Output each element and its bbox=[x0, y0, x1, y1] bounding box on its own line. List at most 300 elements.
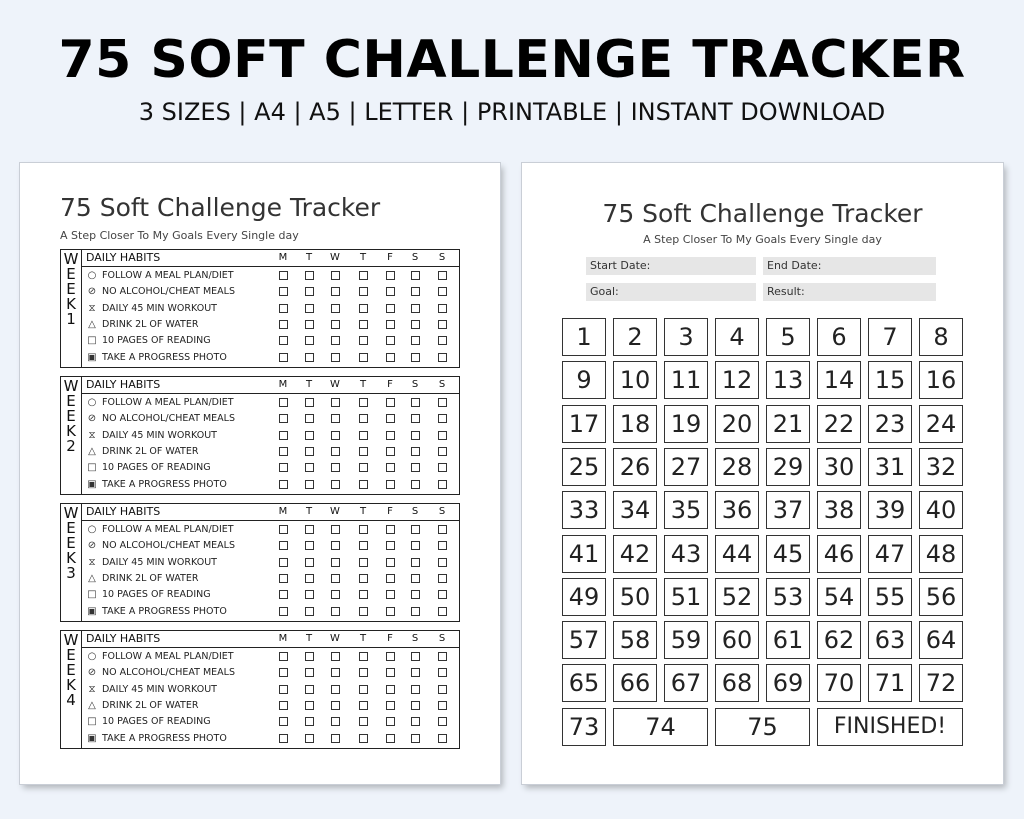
habit-row bbox=[82, 587, 459, 603]
week-label bbox=[61, 631, 82, 748]
habit-checkbox[interactable] bbox=[411, 574, 420, 583]
habit-checkbox[interactable] bbox=[438, 271, 447, 280]
apple-icon: ○ bbox=[87, 397, 97, 408]
habit-checkbox[interactable] bbox=[386, 431, 395, 440]
habit-label: FOLLOW A MEAL PLAN/DIET bbox=[102, 524, 234, 535]
day-cell[interactable]: 34 bbox=[613, 491, 657, 529]
habit-checkbox[interactable] bbox=[359, 525, 368, 534]
day-cell[interactable]: 43 bbox=[664, 535, 708, 573]
habit-checkbox[interactable] bbox=[438, 353, 447, 362]
day-cell[interactable]: 41 bbox=[562, 535, 606, 573]
habit-checkbox[interactable] bbox=[438, 320, 447, 329]
habit-checkbox[interactable] bbox=[438, 447, 447, 456]
day-cell[interactable]: 1 bbox=[562, 318, 606, 356]
habit-checkbox[interactable] bbox=[279, 717, 288, 726]
habit-checkbox[interactable] bbox=[386, 447, 395, 456]
habit-checkbox[interactable] bbox=[359, 590, 368, 599]
habit-checkbox[interactable] bbox=[438, 463, 447, 472]
day-cell[interactable]: 55 bbox=[868, 578, 912, 616]
day-header: W bbox=[330, 633, 340, 644]
habit-checkbox[interactable] bbox=[331, 320, 340, 329]
day-cell[interactable]: 63 bbox=[868, 621, 912, 659]
habit-checkbox[interactable] bbox=[411, 353, 420, 362]
habit-checkbox[interactable] bbox=[438, 652, 447, 661]
habit-checkbox[interactable] bbox=[359, 320, 368, 329]
habit-checkbox[interactable] bbox=[411, 607, 420, 616]
day-cell[interactable]: 32 bbox=[919, 448, 963, 486]
day-cell[interactable]: 53 bbox=[766, 578, 810, 616]
habit-checkbox[interactable] bbox=[331, 607, 340, 616]
habit-checkbox[interactable] bbox=[411, 734, 420, 743]
day-cell[interactable]: 16 bbox=[919, 361, 963, 399]
day-cell[interactable]: 29 bbox=[766, 448, 810, 486]
day-cell[interactable]: 15 bbox=[868, 361, 912, 399]
habit-checkbox[interactable] bbox=[305, 336, 314, 345]
habit-checkbox[interactable] bbox=[359, 607, 368, 616]
habit-checkbox[interactable] bbox=[305, 480, 314, 489]
habit-checkbox[interactable] bbox=[279, 463, 288, 472]
day-cell[interactable]: 49 bbox=[562, 578, 606, 616]
day-cell[interactable]: 56 bbox=[919, 578, 963, 616]
habit-checkbox[interactable] bbox=[331, 701, 340, 710]
day-cell[interactable]: 48 bbox=[919, 535, 963, 573]
day-header: S bbox=[438, 252, 446, 263]
habit-checkbox[interactable] bbox=[359, 558, 368, 567]
habit-checkbox[interactable] bbox=[359, 701, 368, 710]
apple-icon: ○ bbox=[87, 270, 97, 281]
habit-checkbox[interactable] bbox=[411, 320, 420, 329]
start-date-field[interactable]: Start Date: bbox=[586, 257, 756, 275]
habit-checkbox[interactable] bbox=[411, 525, 420, 534]
day-cell[interactable]: 40 bbox=[919, 491, 963, 529]
day-cell[interactable]: 20 bbox=[715, 405, 759, 443]
goal-field[interactable]: Goal: bbox=[586, 283, 756, 301]
day-cell[interactable]: 30 bbox=[817, 448, 861, 486]
habit-label: NO ALCOHOL/CHEAT MEALS bbox=[102, 540, 236, 552]
habit-checkbox[interactable] bbox=[305, 287, 314, 296]
habit-checkbox[interactable] bbox=[279, 668, 288, 677]
habit-checkbox[interactable] bbox=[331, 463, 340, 472]
habit-checkbox[interactable] bbox=[331, 590, 340, 599]
day-cell[interactable]: 10 bbox=[613, 361, 657, 399]
day-cell[interactable]: 59 bbox=[664, 621, 708, 659]
habit-checkbox[interactable] bbox=[359, 287, 368, 296]
habit-checkbox[interactable] bbox=[331, 287, 340, 296]
habit-checkbox[interactable] bbox=[331, 480, 340, 489]
day-cell[interactable]: 64 bbox=[919, 621, 963, 659]
day-cell[interactable]: 33 bbox=[562, 491, 606, 529]
habit-checkbox[interactable] bbox=[386, 652, 395, 661]
habit-checkbox[interactable] bbox=[305, 701, 314, 710]
habit-checkbox[interactable] bbox=[359, 414, 368, 423]
habit-checkbox[interactable] bbox=[359, 431, 368, 440]
habit-checkbox[interactable] bbox=[331, 652, 340, 661]
habit-row bbox=[82, 538, 459, 554]
habit-checkbox[interactable] bbox=[386, 463, 395, 472]
habit-checkbox[interactable] bbox=[359, 717, 368, 726]
habit-checkbox[interactable] bbox=[386, 607, 395, 616]
habit-checkbox[interactable] bbox=[305, 398, 314, 407]
habit-row bbox=[82, 604, 459, 620]
day-cell[interactable]: 22 bbox=[817, 405, 861, 443]
day-cell[interactable]: 14 bbox=[817, 361, 861, 399]
habit-checkbox[interactable] bbox=[386, 717, 395, 726]
habit-checkbox[interactable] bbox=[411, 447, 420, 456]
day-cell[interactable]: 69 bbox=[766, 664, 810, 702]
habit-checkbox[interactable] bbox=[359, 541, 368, 550]
day-cell[interactable]: 65 bbox=[562, 664, 606, 702]
day-cell[interactable]: 71 bbox=[868, 664, 912, 702]
week-label-letter: E bbox=[66, 646, 76, 664]
habit-row bbox=[82, 444, 459, 460]
habit-checkbox[interactable] bbox=[438, 558, 447, 567]
habit-checkbox[interactable] bbox=[411, 414, 420, 423]
habit-checkbox[interactable] bbox=[438, 685, 447, 694]
habit-checkbox[interactable] bbox=[359, 271, 368, 280]
habit-checkbox[interactable] bbox=[386, 668, 395, 677]
week-block bbox=[60, 503, 460, 622]
habit-checkbox[interactable] bbox=[305, 414, 314, 423]
habit-checkbox[interactable] bbox=[411, 652, 420, 661]
day-header: F bbox=[387, 633, 393, 644]
habit-label: FOLLOW A MEAL PLAN/DIET bbox=[102, 651, 234, 662]
day-header: T bbox=[305, 379, 313, 390]
habit-checkbox[interactable] bbox=[305, 320, 314, 329]
habit-checkbox[interactable] bbox=[279, 558, 288, 567]
habit-label: DAILY 45 MIN WORKOUT bbox=[102, 302, 217, 314]
day-cell[interactable]: 5 bbox=[766, 318, 810, 356]
week-label-letter: 4 bbox=[66, 691, 76, 709]
day-cell[interactable]: 39 bbox=[868, 491, 912, 529]
habit-checkbox[interactable] bbox=[411, 271, 420, 280]
habit-checkbox[interactable] bbox=[331, 353, 340, 362]
day-cell[interactable]: 68 bbox=[715, 664, 759, 702]
day-cell[interactable]: 57 bbox=[562, 621, 606, 659]
habit-checkbox[interactable] bbox=[386, 590, 395, 599]
day-cell[interactable]: 23 bbox=[868, 405, 912, 443]
habit-checkbox[interactable] bbox=[279, 287, 288, 296]
day-cell[interactable]: 27 bbox=[664, 448, 708, 486]
day-header: F bbox=[387, 252, 393, 263]
day-cell[interactable]: 75 bbox=[715, 708, 810, 746]
habit-checkbox[interactable] bbox=[438, 304, 447, 313]
habit-checkbox[interactable] bbox=[359, 574, 368, 583]
day-header: S bbox=[411, 506, 419, 517]
day-cell[interactable]: 17 bbox=[562, 405, 606, 443]
habit-checkbox[interactable] bbox=[359, 668, 368, 677]
habit-checkbox[interactable] bbox=[305, 353, 314, 362]
habit-checkbox[interactable] bbox=[305, 734, 314, 743]
camera-icon: ▣ bbox=[87, 605, 97, 617]
habit-checkbox[interactable] bbox=[305, 541, 314, 550]
day-cell[interactable]: 9 bbox=[562, 361, 606, 399]
habit-checkbox[interactable] bbox=[305, 652, 314, 661]
day-cell[interactable]: 50 bbox=[613, 578, 657, 616]
day-cell[interactable]: 60 bbox=[715, 621, 759, 659]
habit-checkbox[interactable] bbox=[331, 431, 340, 440]
day-cell[interactable]: 3 bbox=[664, 318, 708, 356]
habit-checkbox[interactable] bbox=[411, 480, 420, 489]
habit-checkbox[interactable] bbox=[386, 685, 395, 694]
day-header: T bbox=[359, 379, 367, 390]
week-label bbox=[61, 504, 82, 621]
habit-label: DAILY 45 MIN WORKOUT bbox=[102, 683, 217, 695]
habit-checkbox[interactable] bbox=[331, 685, 340, 694]
habit-checkbox[interactable] bbox=[305, 525, 314, 534]
habit-checkbox[interactable] bbox=[359, 685, 368, 694]
habit-checkbox[interactable] bbox=[438, 525, 447, 534]
day-cell[interactable]: 47 bbox=[868, 535, 912, 573]
day-cell[interactable]: 24 bbox=[919, 405, 963, 443]
habit-row bbox=[82, 350, 459, 366]
habit-checkbox[interactable] bbox=[386, 574, 395, 583]
day-cell[interactable]: 7 bbox=[868, 318, 912, 356]
day-cell[interactable]: 70 bbox=[817, 664, 861, 702]
habit-checkbox[interactable] bbox=[279, 590, 288, 599]
habit-checkbox[interactable] bbox=[386, 414, 395, 423]
day-cell[interactable]: 72 bbox=[919, 664, 963, 702]
habit-checkbox[interactable] bbox=[331, 541, 340, 550]
day-cell[interactable]: 46 bbox=[817, 535, 861, 573]
end-date-field[interactable]: End Date: bbox=[763, 257, 936, 275]
habit-checkbox[interactable] bbox=[359, 336, 368, 345]
day-cell[interactable]: 11 bbox=[664, 361, 708, 399]
habit-label: 10 PAGES OF READING bbox=[102, 716, 211, 728]
habit-checkbox[interactable] bbox=[279, 414, 288, 423]
habit-checkbox[interactable] bbox=[438, 480, 447, 489]
habit-checkbox[interactable] bbox=[279, 541, 288, 550]
day-cell[interactable]: 61 bbox=[766, 621, 810, 659]
habit-checkbox[interactable] bbox=[305, 447, 314, 456]
day-cell[interactable]: 66 bbox=[613, 664, 657, 702]
habit-checkbox[interactable] bbox=[279, 734, 288, 743]
habit-checkbox[interactable] bbox=[386, 734, 395, 743]
week-header-row bbox=[82, 631, 459, 648]
habit-checkbox[interactable] bbox=[305, 558, 314, 567]
day-cell[interactable]: 4 bbox=[715, 318, 759, 356]
day-cell[interactable]: 37 bbox=[766, 491, 810, 529]
day-cell[interactable]: 44 bbox=[715, 535, 759, 573]
day-cell[interactable]: 52 bbox=[715, 578, 759, 616]
habit-checkbox[interactable] bbox=[305, 607, 314, 616]
habit-checkbox[interactable] bbox=[305, 304, 314, 313]
day-cell[interactable]: 67 bbox=[664, 664, 708, 702]
habit-checkbox[interactable] bbox=[386, 525, 395, 534]
habit-checkbox[interactable] bbox=[305, 685, 314, 694]
habit-checkbox[interactable] bbox=[438, 398, 447, 407]
day-header: T bbox=[359, 633, 367, 644]
day-cell[interactable]: 36 bbox=[715, 491, 759, 529]
habit-checkbox[interactable] bbox=[331, 717, 340, 726]
day-cell[interactable]: 19 bbox=[664, 405, 708, 443]
day-header: M bbox=[278, 379, 288, 390]
habit-checkbox[interactable] bbox=[438, 734, 447, 743]
habit-checkbox[interactable] bbox=[279, 685, 288, 694]
habit-checkbox[interactable] bbox=[411, 287, 420, 296]
week-label-letter: 2 bbox=[66, 437, 76, 455]
habit-checkbox[interactable] bbox=[411, 701, 420, 710]
habit-checkbox[interactable] bbox=[438, 574, 447, 583]
day-cell[interactable]: 6 bbox=[817, 318, 861, 356]
habit-checkbox[interactable] bbox=[305, 668, 314, 677]
week-label-letter: E bbox=[66, 519, 76, 537]
book-icon: □ bbox=[87, 462, 97, 474]
habit-checkbox[interactable] bbox=[279, 271, 288, 280]
habit-checkbox[interactable] bbox=[411, 590, 420, 599]
habit-checkbox[interactable] bbox=[279, 336, 288, 345]
habit-checkbox[interactable] bbox=[305, 271, 314, 280]
habit-checkbox[interactable] bbox=[305, 431, 314, 440]
habit-checkbox[interactable] bbox=[411, 336, 420, 345]
habit-checkbox[interactable] bbox=[279, 320, 288, 329]
habit-checkbox[interactable] bbox=[438, 607, 447, 616]
habit-checkbox[interactable] bbox=[411, 541, 420, 550]
day-cell[interactable]: 74 bbox=[613, 708, 708, 746]
day-cell[interactable]: 45 bbox=[766, 535, 810, 573]
habit-checkbox[interactable] bbox=[386, 271, 395, 280]
week-header-row bbox=[82, 504, 459, 521]
habit-label: 10 PAGES OF READING bbox=[102, 335, 211, 347]
habit-checkbox[interactable] bbox=[305, 574, 314, 583]
habit-checkbox[interactable] bbox=[331, 525, 340, 534]
habit-checkbox[interactable] bbox=[279, 525, 288, 534]
week-label-letter: K bbox=[66, 549, 76, 567]
habit-checkbox[interactable] bbox=[331, 734, 340, 743]
habit-checkbox[interactable] bbox=[359, 463, 368, 472]
day-cell[interactable]: 54 bbox=[817, 578, 861, 616]
habit-checkbox[interactable] bbox=[438, 541, 447, 550]
habit-checkbox[interactable] bbox=[279, 480, 288, 489]
habit-checkbox[interactable] bbox=[279, 304, 288, 313]
no-alcohol-icon: ⊘ bbox=[87, 540, 97, 552]
habit-checkbox[interactable] bbox=[411, 685, 420, 694]
habit-checkbox[interactable] bbox=[331, 304, 340, 313]
day-cell[interactable]: 18 bbox=[613, 405, 657, 443]
week-label-letter: W bbox=[63, 504, 79, 522]
habit-checkbox[interactable] bbox=[438, 287, 447, 296]
habit-checkbox[interactable] bbox=[386, 287, 395, 296]
week-label-letter: E bbox=[66, 407, 76, 425]
sheet-subtitle: A Step Closer To My Goals Every Single day bbox=[60, 229, 299, 242]
day-cell[interactable]: 62 bbox=[817, 621, 861, 659]
water-drop-icon: △ bbox=[88, 445, 96, 457]
day-cell[interactable]: 28 bbox=[715, 448, 759, 486]
habit-checkbox[interactable] bbox=[331, 398, 340, 407]
habit-checkbox[interactable] bbox=[305, 590, 314, 599]
habit-checkbox[interactable] bbox=[438, 701, 447, 710]
habit-checkbox[interactable] bbox=[279, 353, 288, 362]
banner-subtitle: 3 SIZES | A4 | A5 | LETTER | PRINTABLE | INSTANT DOWNLOAD bbox=[138, 98, 886, 126]
habit-checkbox[interactable] bbox=[386, 398, 395, 407]
day-cell[interactable]: 35 bbox=[664, 491, 708, 529]
habit-checkbox[interactable] bbox=[359, 398, 368, 407]
habit-checkbox[interactable] bbox=[279, 398, 288, 407]
habit-checkbox[interactable] bbox=[386, 304, 395, 313]
habit-checkbox[interactable] bbox=[411, 398, 420, 407]
habit-checkbox[interactable] bbox=[386, 320, 395, 329]
habit-checkbox[interactable] bbox=[411, 304, 420, 313]
dumbbell-icon: ⧖ bbox=[88, 683, 96, 695]
day-cell[interactable]: 2 bbox=[613, 318, 657, 356]
habit-checkbox[interactable] bbox=[331, 336, 340, 345]
day-cell[interactable]: 21 bbox=[766, 405, 810, 443]
habit-checkbox[interactable] bbox=[438, 590, 447, 599]
habit-checkbox[interactable] bbox=[386, 336, 395, 345]
habit-checkbox[interactable] bbox=[438, 431, 447, 440]
habit-checkbox[interactable] bbox=[331, 668, 340, 677]
habit-checkbox[interactable] bbox=[279, 607, 288, 616]
habit-checkbox[interactable] bbox=[411, 717, 420, 726]
day-header: S bbox=[438, 506, 446, 517]
finished-cell[interactable]: FINISHED! bbox=[817, 708, 963, 746]
habit-checkbox[interactable] bbox=[438, 717, 447, 726]
day-cell[interactable]: 38 bbox=[817, 491, 861, 529]
sheet-title: 75 Soft Challenge Tracker bbox=[60, 193, 381, 222]
habit-checkbox[interactable] bbox=[359, 480, 368, 489]
day-cell[interactable]: 42 bbox=[613, 535, 657, 573]
habit-row bbox=[82, 682, 459, 698]
result-field[interactable]: Result: bbox=[763, 283, 936, 301]
day-cell[interactable]: 73 bbox=[562, 708, 606, 746]
habit-checkbox[interactable] bbox=[279, 701, 288, 710]
habit-checkbox[interactable] bbox=[305, 463, 314, 472]
habit-checkbox[interactable] bbox=[331, 414, 340, 423]
apple-icon: ○ bbox=[87, 651, 97, 662]
day-cell[interactable]: 8 bbox=[919, 318, 963, 356]
day-cell[interactable]: 58 bbox=[613, 621, 657, 659]
habit-checkbox[interactable] bbox=[411, 558, 420, 567]
camera-icon: ▣ bbox=[87, 478, 97, 490]
day-cell[interactable]: 26 bbox=[613, 448, 657, 486]
week-label bbox=[61, 377, 82, 494]
habit-checkbox[interactable] bbox=[359, 353, 368, 362]
day-cell[interactable]: 12 bbox=[715, 361, 759, 399]
habit-checkbox[interactable] bbox=[411, 431, 420, 440]
day-cell[interactable]: 13 bbox=[766, 361, 810, 399]
habit-checkbox[interactable] bbox=[305, 717, 314, 726]
habit-checkbox[interactable] bbox=[279, 652, 288, 661]
habit-checkbox[interactable] bbox=[411, 463, 420, 472]
day-cell[interactable]: 51 bbox=[664, 578, 708, 616]
habit-row bbox=[82, 698, 459, 714]
habit-checkbox[interactable] bbox=[411, 668, 420, 677]
habit-checkbox[interactable] bbox=[438, 668, 447, 677]
habit-checkbox[interactable] bbox=[386, 701, 395, 710]
habit-checkbox[interactable] bbox=[359, 652, 368, 661]
day-cell[interactable]: 25 bbox=[562, 448, 606, 486]
habit-checkbox[interactable] bbox=[359, 734, 368, 743]
day-header: S bbox=[438, 379, 446, 390]
habit-checkbox[interactable] bbox=[331, 271, 340, 280]
habit-checkbox[interactable] bbox=[386, 353, 395, 362]
habit-checkbox[interactable] bbox=[438, 336, 447, 345]
habit-checkbox[interactable] bbox=[331, 447, 340, 456]
habit-checkbox[interactable] bbox=[331, 558, 340, 567]
day-cell[interactable]: 31 bbox=[868, 448, 912, 486]
habit-checkbox[interactable] bbox=[279, 574, 288, 583]
habit-checkbox[interactable] bbox=[359, 304, 368, 313]
habit-checkbox[interactable] bbox=[331, 574, 340, 583]
habit-checkbox[interactable] bbox=[359, 447, 368, 456]
habit-checkbox[interactable] bbox=[438, 414, 447, 423]
habit-checkbox[interactable] bbox=[279, 431, 288, 440]
habit-checkbox[interactable] bbox=[386, 480, 395, 489]
daily-habits-label: DAILY HABITS bbox=[86, 251, 161, 264]
habit-checkbox[interactable] bbox=[386, 541, 395, 550]
habit-checkbox[interactable] bbox=[386, 558, 395, 567]
week-label-letter: W bbox=[63, 250, 79, 268]
habit-checkbox[interactable] bbox=[279, 447, 288, 456]
